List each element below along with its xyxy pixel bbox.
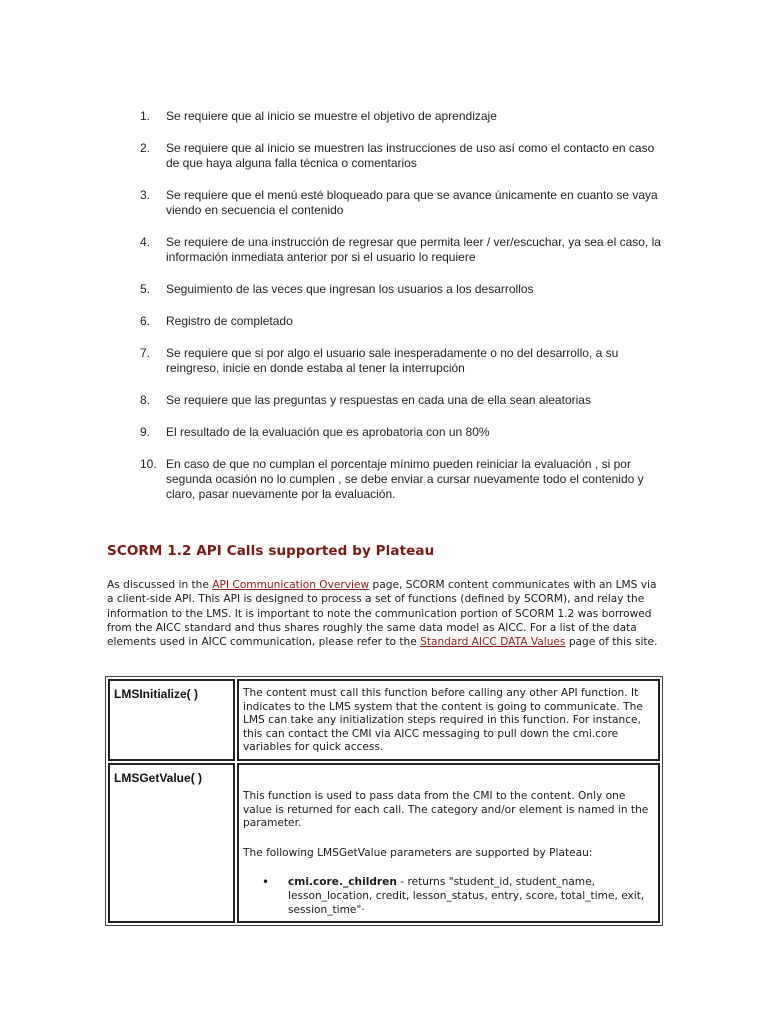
list-number: 2. <box>140 141 151 155</box>
table-row <box>108 679 660 761</box>
list-item <box>140 282 670 297</box>
list-number: 4. <box>140 235 151 249</box>
list-item <box>140 188 670 218</box>
list-text: Se requiere que si por algo el usuario sale inesperadamente o no del desarrollo, a su reingreso, inicie en donde estaba al tener la interrupción <box>166 346 619 375</box>
bullet-icon: • <box>261 875 270 890</box>
intro-text: page of this site. <box>565 636 658 649</box>
intro-text: As discussed in the <box>107 579 213 591</box>
list-number: 10. <box>140 457 157 471</box>
list-item <box>140 457 670 502</box>
description-text: The following LMSGetValue parameters are supported by Plateau: <box>243 846 593 859</box>
api-function-name: LMSGetValue( ) <box>108 763 235 923</box>
api-calls-table <box>105 676 663 926</box>
standard-aicc-data-values-link[interactable]: Standard AICC DATA Values <box>420 636 566 649</box>
list-number: 9. <box>140 425 151 439</box>
intro-text: page, SCORM content communicates with an LMS via a client-side API. This API is designed to process a set of functions (defined by SCORM), and relay the information to the LMS. It is important to note the communication portion of SCORM 1.2 was borrowed from the AICC standard and thus shares roughly the same data model as AICC. For a list of the data elements used in AICC communication, please refer to the <box>107 579 657 649</box>
api-communication-overview-link[interactable]: API Communication Overview <box>212 579 370 591</box>
list-number: 6. <box>140 314 151 328</box>
list-number: 8. <box>140 393 151 407</box>
list-item <box>140 109 670 124</box>
list-text: Se requiere que al inicio se muestren las instrucciones de uso así como el contacto en caso de que haya alguna falla técnica o comentarios <box>166 141 655 170</box>
api-function-description <box>237 679 660 761</box>
list-item <box>243 876 654 917</box>
description-text: This function is used to pass data from the CMI to the content. Only one value is returned for each call. The category and/or element is named in the parameter. <box>243 790 649 830</box>
table-row <box>108 763 660 923</box>
description-text: The content must call this function before calling any other API function. It indicates to the LMS system that the content is going to communicate. The LMS can take any initialization steps required in this function. For instance, this can contact the CMI via AICC messaging to pull down the cmi.core variables for quick access. <box>243 687 643 754</box>
list-item <box>140 346 670 376</box>
parameter-text <box>288 876 654 917</box>
list-text: El resultado de la evaluación que es aprobatoria con un 80% <box>166 425 490 439</box>
parameter-description: - returns "student_id, student_name, lesson_location, credit, lesson_status, entry, score, total_time, exit, session_time"· <box>288 876 645 916</box>
list-item <box>140 425 670 440</box>
api-function-description <box>237 763 660 923</box>
parameter-list <box>243 876 654 917</box>
list-text: Se requiere de una instrucción de regresar que permita leer / ver/escuchar, ya sea el caso, la información inmediata anterior por si el usuario lo requiere <box>166 235 661 264</box>
list-number: 7. <box>140 346 151 360</box>
intro-paragraph <box>107 578 659 649</box>
list-text: En caso de que no cumplan el porcentaje mínimo pueden reiniciar la evaluación , si por segunda ocasión no lo cumplen , se debe enviar a cursar nuevamente todo el contenido y claro, pasar nuevamente por la evaluación. <box>166 457 644 501</box>
list-item <box>140 141 670 171</box>
api-function-name: LMSInitialize( ) <box>108 679 235 761</box>
list-text: Seguimiento de las veces que ingresan los usuarios a los desarrollos <box>166 282 534 296</box>
list-number: 5. <box>140 282 151 296</box>
section-heading: SCORM 1.2 API Calls supported by Plateau <box>107 543 435 559</box>
list-text: Se requiere que las preguntas y respuestas en cada una de ella sean aleatorias <box>166 393 591 407</box>
list-number: 3. <box>140 188 151 202</box>
list-item <box>140 393 670 408</box>
list-text: Registro de completado <box>166 314 293 328</box>
list-number: 1. <box>140 109 151 123</box>
requirements-list <box>140 109 670 519</box>
list-text: Se requiere que el menú esté bloqueado para que se avance únicamente en cuanto se vaya viendo en secuencia el contenido <box>166 188 658 217</box>
parameter-term: cmi.core._children <box>288 876 397 889</box>
list-item <box>140 314 670 329</box>
list-text: Se requiere que al inicio se muestre el objetivo de aprendizaje <box>166 109 497 123</box>
list-item <box>140 235 670 265</box>
